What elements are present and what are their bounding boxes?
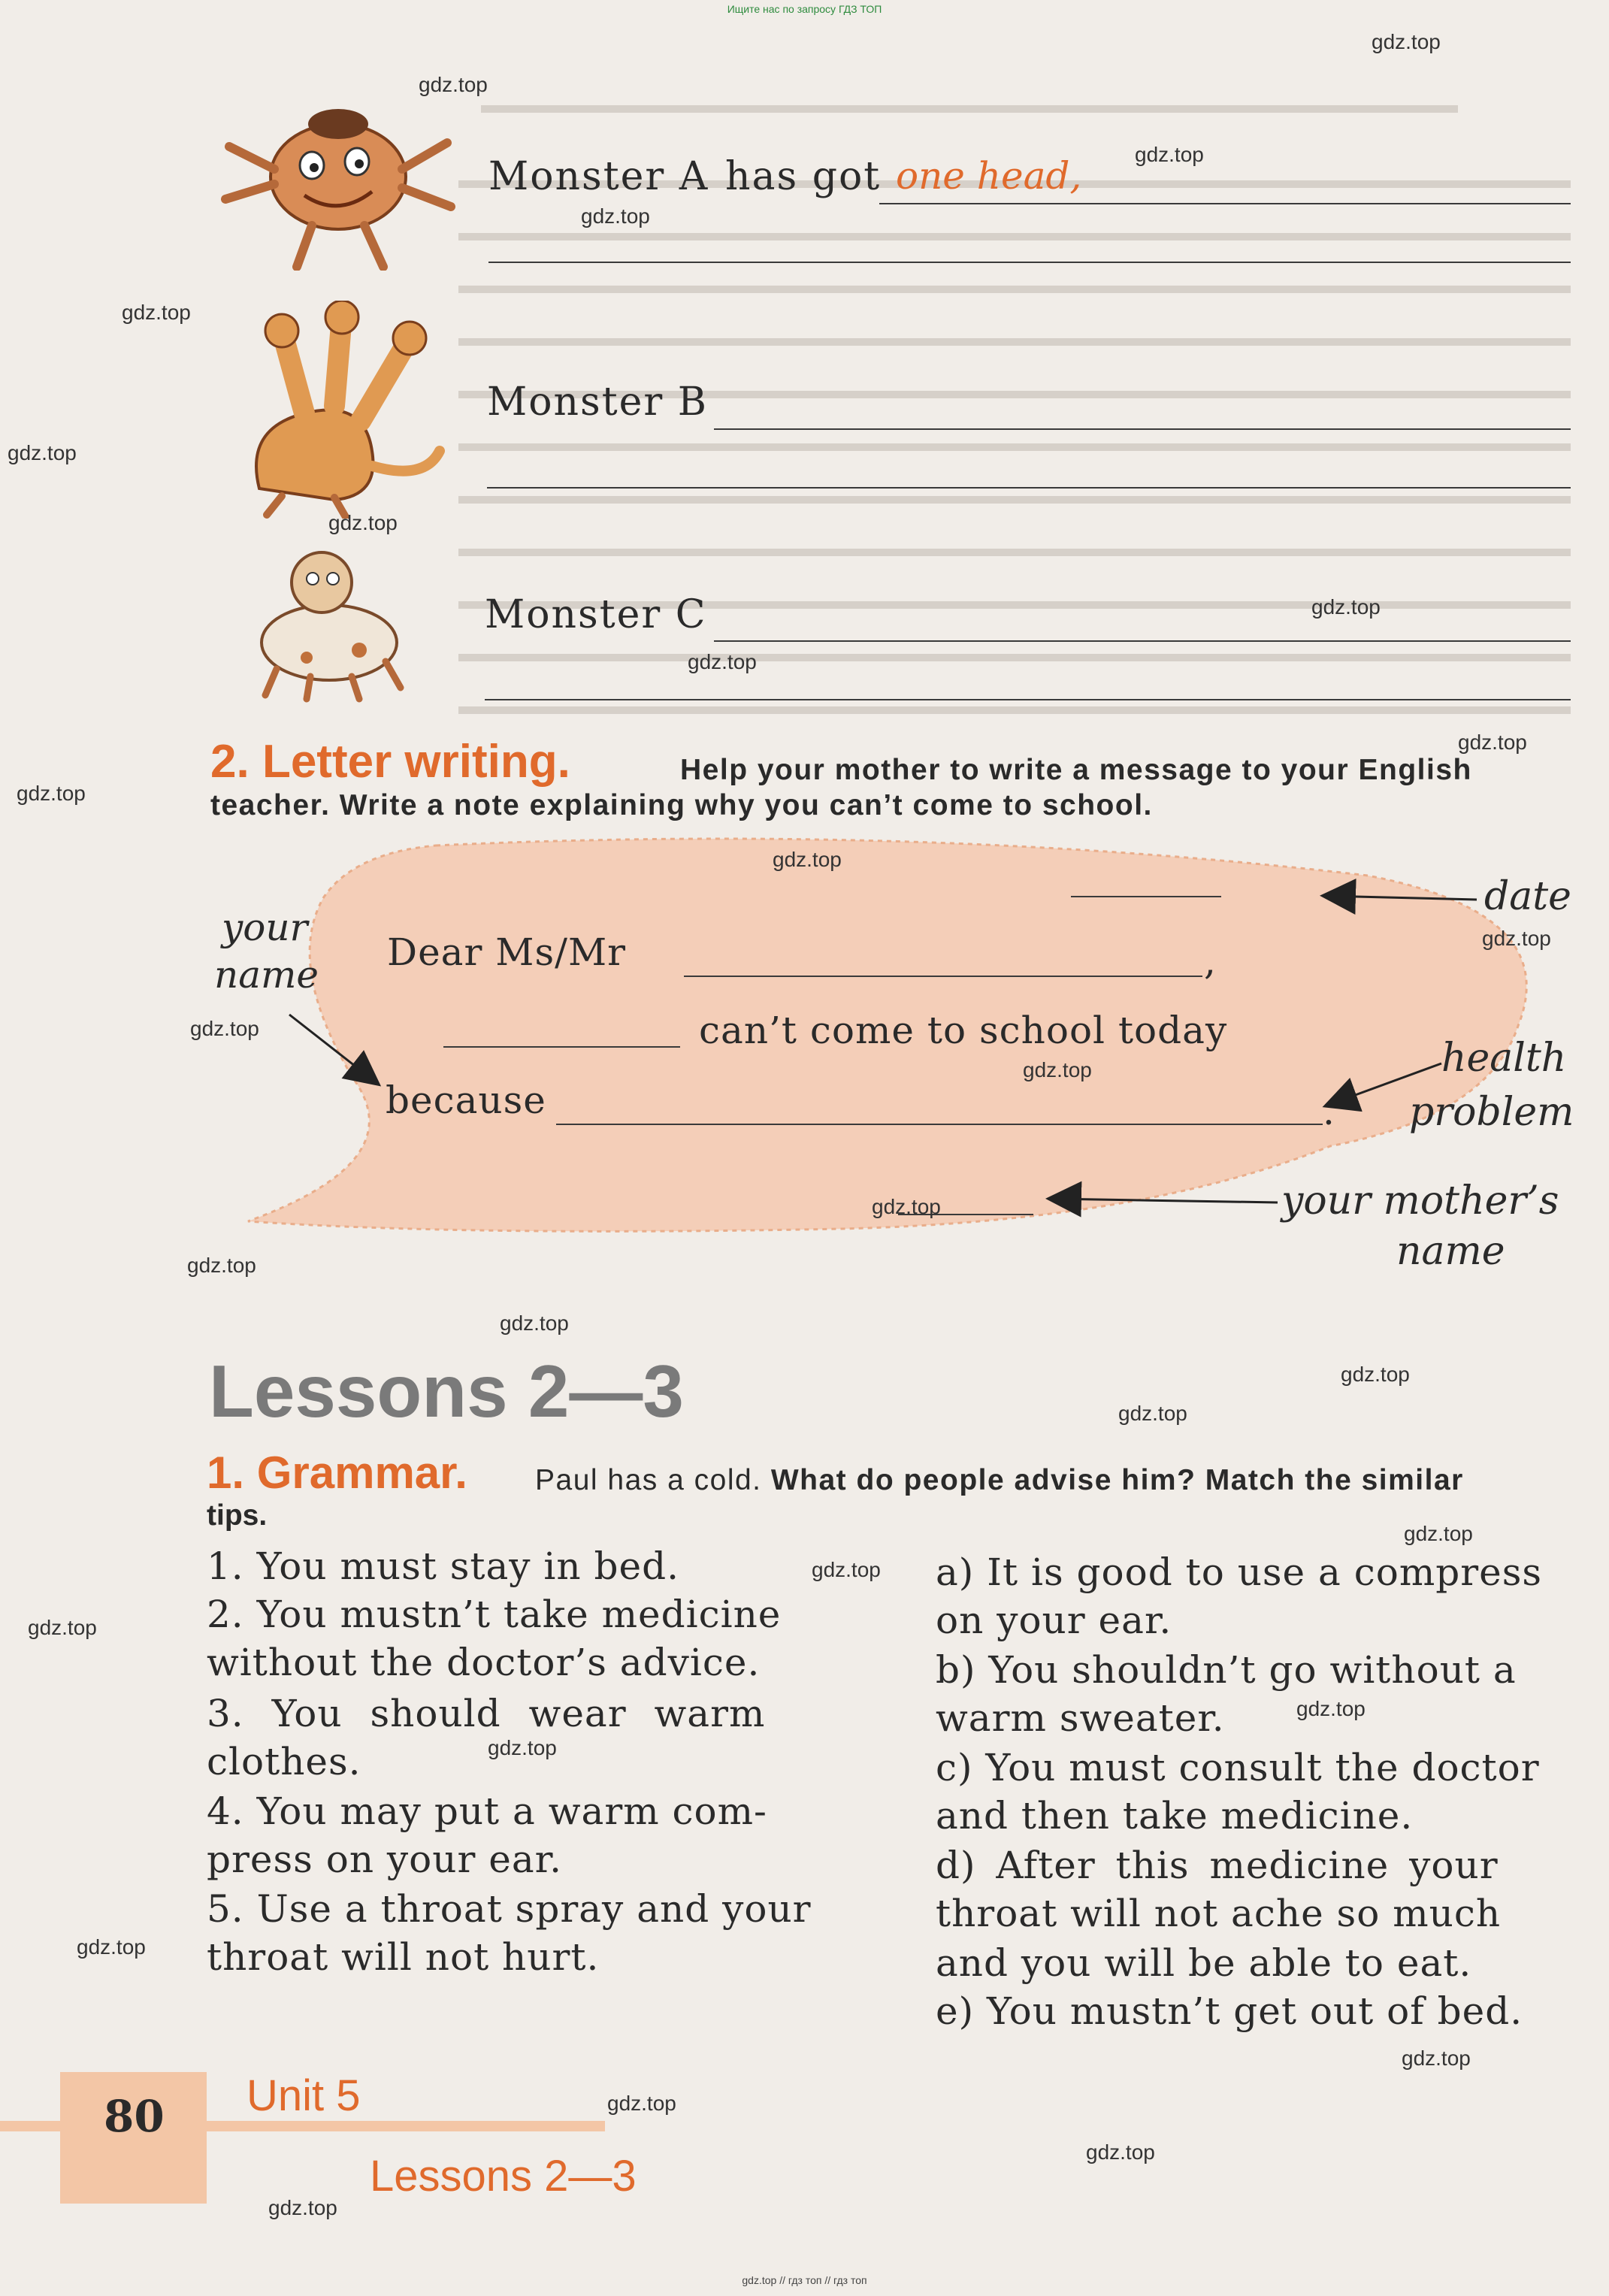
watermark: gdz.top: [1023, 1058, 1092, 1081]
exercise-1-number: 1.: [207, 1447, 245, 1498]
monster-c-label: Monster C: [485, 592, 707, 637]
watermark: gdz.top: [419, 73, 488, 96]
monster-a-text: has got: [725, 154, 882, 199]
watermark: gdz.top: [500, 1311, 569, 1335]
watermark: gdz.top: [1482, 927, 1551, 950]
watermark: gdz.top: [1118, 1402, 1187, 1425]
watermark: gdz.top: [122, 301, 191, 324]
tip-line: 5. Use a throat spray and your: [207, 1887, 812, 1931]
match-line: a) It is good to use a compress: [936, 1550, 1543, 1594]
exercise-1-question-cont: tips.: [207, 1499, 268, 1532]
watermark: gdz.top: [1135, 143, 1204, 166]
watermark: gdz.top: [773, 848, 842, 871]
footer-band: [0, 2121, 605, 2131]
letter-cant-come: can’t come to school today: [699, 1009, 1228, 1052]
match-line: d) After this medicine your: [936, 1844, 1499, 1887]
watermark: gdz.top: [1086, 2140, 1155, 2164]
tip-line: press on your ear.: [207, 1838, 562, 1881]
exercise-2-number: 2.: [210, 736, 250, 788]
monster-b-label: Monster B: [487, 380, 708, 425]
tip-line: 3. You should wear warm: [207, 1692, 766, 1735]
health-hint: health: [1441, 1036, 1567, 1081]
mother-arrow: [1052, 1199, 1278, 1202]
watermark: gdz.top: [1372, 30, 1441, 53]
match-line: and you will be able to eat.: [936, 1941, 1472, 1985]
tip-line: 4. You may put a warm com-: [207, 1789, 767, 1833]
watermark: gdz.top: [77, 1935, 146, 1959]
match-line: on your ear.: [936, 1599, 1172, 1642]
match-line: warm sweater.: [936, 1696, 1225, 1740]
mother-hint: your mother’s: [1281, 1178, 1559, 1224]
watermark: gdz.top: [328, 511, 398, 534]
watermark: gdz.top: [1404, 1522, 1473, 1545]
match-line: and then take medicine.: [936, 1794, 1414, 1838]
letter-comma: ,: [1204, 939, 1216, 983]
your-name-hint: your: [222, 906, 308, 949]
watermark: gdz.top: [1311, 595, 1381, 619]
letter-dear: Dear Ms/Mr: [387, 930, 627, 974]
watermark: gdz.top: [28, 1616, 97, 1639]
letter-because: because: [386, 1078, 546, 1122]
exercise-1-question: What do people advise him? Match the similar: [770, 1464, 1464, 1496]
letter-period: .: [1323, 1090, 1335, 1133]
match-line: c) You must consult the doctor: [936, 1746, 1540, 1789]
watermark: gdz.top: [190, 1017, 259, 1040]
watermark: gdz.top: [872, 1195, 941, 1218]
watermark: gdz.top: [607, 2092, 676, 2115]
monster-a-label: Monster A: [488, 154, 709, 199]
bottom-banner: gdz.top // гдз топ // гдз топ: [742, 2274, 867, 2286]
tip-line: 2. You mustn’t take medicine: [207, 1593, 782, 1636]
your-name-arrow: [289, 1015, 376, 1082]
tip-line: throat will not hurt.: [207, 1935, 600, 1979]
match-line: b) You shouldn’t go without a: [936, 1648, 1517, 1692]
watermark: gdz.top: [812, 1558, 881, 1581]
exercise-2-instruction-cont: teacher. Write a note explaining why you can’t come to school.: [210, 789, 1153, 821]
date-arrow: [1326, 896, 1477, 900]
watermark: gdz.top: [17, 782, 86, 805]
your-name-hint-2: name: [214, 953, 319, 997]
mother-hint-2: name: [1396, 1229, 1505, 1274]
exercise-2-instruction: Help your mother to write a message to your English: [680, 754, 1472, 786]
tip-line: clothes.: [207, 1740, 361, 1783]
health-hint-2: problem: [1409, 1090, 1574, 1135]
exercise-2-title: Letter writing.: [262, 736, 570, 788]
monster-a-answer: one head,: [896, 154, 1082, 198]
footer-unit: Unit 5: [246, 2071, 361, 2120]
lessons-title: Lessons 2—3: [209, 1350, 684, 1432]
watermark: gdz.top: [268, 2196, 337, 2219]
watermark: gdz.top: [488, 1736, 557, 1759]
date-hint: date: [1484, 874, 1571, 919]
page-number: 80: [104, 2091, 165, 2142]
watermark: gdz.top: [8, 441, 77, 464]
exercise-1-intro: Paul has a cold.: [535, 1464, 762, 1496]
watermark: gdz.top: [187, 1254, 256, 1277]
watermark: gdz.top: [1402, 2046, 1471, 2070]
match-line: throat will not ache so much: [936, 1892, 1502, 1935]
watermark: gdz.top: [688, 650, 757, 673]
exercise-1-title: Grammar.: [256, 1447, 467, 1498]
watermark: gdz.top: [1341, 1363, 1410, 1386]
health-arrow: [1329, 1063, 1441, 1105]
tip-line: without the doctor’s advice.: [207, 1641, 761, 1684]
top-banner: Ищите нас по запросу ГДЗ ТОП: [727, 3, 882, 15]
footer-lessons: Lessons 2—3: [370, 2152, 637, 2201]
tip-line: 1. You must stay in bed.: [207, 1544, 680, 1588]
match-line: e) You mustn’t get out of bed.: [936, 1989, 1523, 2033]
watermark: gdz.top: [1458, 731, 1527, 754]
watermark: gdz.top: [1296, 1697, 1366, 1720]
watermark: gdz.top: [581, 204, 650, 228]
